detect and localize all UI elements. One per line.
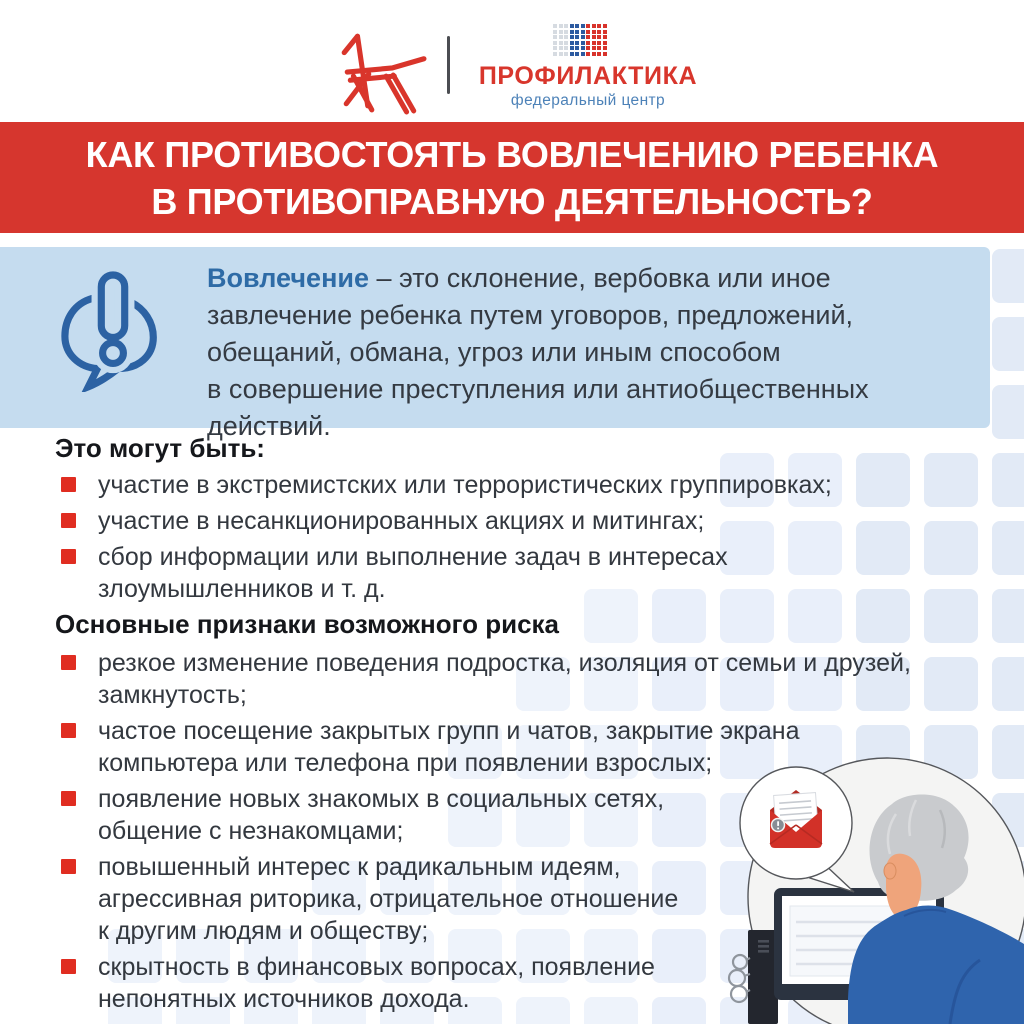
bullet-square-icon — [61, 723, 76, 738]
grid-logo-square — [586, 24, 590, 28]
person-at-computer-illustration — [700, 740, 1024, 1024]
grid-logo-square — [570, 41, 574, 45]
grid-logo-square — [564, 52, 568, 56]
grid-logo-square — [592, 52, 596, 56]
envelope-icon — [770, 790, 822, 848]
grid-logo-square — [592, 35, 596, 39]
grid-logo-square — [553, 24, 557, 28]
pattern-square — [992, 249, 1024, 303]
list-item-text: участие в экстремистских или террористических группировках; — [98, 471, 832, 499]
grid-logo-square — [603, 35, 607, 39]
exclamation-speech-bubble-icon — [48, 262, 178, 392]
pattern-square — [992, 589, 1024, 643]
bullet-square-icon — [61, 791, 76, 806]
grid-logo-square — [581, 35, 585, 39]
grid-logo-square — [559, 35, 563, 39]
grid-logo-square — [553, 35, 557, 39]
list-item — [55, 541, 970, 605]
banner-title-line-2: В ПРОТИВОПРАВНУЮ ДЕЯТЕЛЬНОСТЬ? — [151, 180, 873, 222]
chair-icon — [335, 24, 427, 116]
grid-logo-square — [575, 24, 579, 28]
grid-logo-square — [581, 30, 585, 34]
pattern-square — [992, 317, 1024, 371]
list-item-text: скрытность в финансовых вопросах, появление непонятных источников дохода. — [98, 953, 655, 1013]
cable-spiral-icon — [729, 955, 750, 1002]
title-banner — [0, 122, 1024, 233]
list-item — [55, 647, 970, 711]
list-item — [55, 469, 970, 501]
grid-logo-square — [553, 30, 557, 34]
pattern-square — [992, 453, 1024, 507]
grid-logo-square — [603, 30, 607, 34]
pattern-square — [992, 521, 1024, 575]
grid-logo-square — [564, 46, 568, 50]
definition-term: Вовлечение — [207, 263, 369, 293]
grid-logo-square — [581, 24, 585, 28]
grid-logo-square — [575, 46, 579, 50]
grid-logo-square — [592, 46, 596, 50]
grid-logo-square — [553, 41, 557, 45]
grid-logo-square — [575, 30, 579, 34]
list-item-text: повышенный интерес к радикальным идеям, агрессивная риторика, отрицательное отношение к другим людям и обществу; — [98, 853, 679, 945]
grid-logo-square — [581, 52, 585, 56]
grid-logo-square — [564, 30, 568, 34]
grid-logo-square — [597, 41, 601, 45]
grid-logo-square — [603, 52, 607, 56]
brand-title: ПРОФИЛАКТИКА — [478, 62, 698, 90]
bullet-square-icon — [61, 859, 76, 874]
grid-logo-square — [559, 24, 563, 28]
list-item-text: сбор информации или выполнение задач в интересах злоумышленников и т. д. — [98, 543, 728, 603]
pattern-square — [992, 385, 1024, 439]
list-item — [55, 505, 970, 537]
grid-logo-square — [570, 30, 574, 34]
grid-logo-square — [597, 24, 601, 28]
pixel-flag-grid-icon — [553, 24, 609, 58]
grid-logo-square — [603, 46, 607, 50]
grid-logo-square — [575, 35, 579, 39]
section-heading-possible-forms: Это могут быть: — [55, 433, 265, 463]
grid-logo-square — [559, 41, 563, 45]
pc-tower — [748, 930, 778, 1024]
grid-logo-square — [581, 46, 585, 50]
grid-logo-square — [586, 41, 590, 45]
list-item-text: частое посещение закрытых групп и чатов, закрытие экрана компьютера или телефона при появлении взрослых; — [98, 717, 800, 777]
ear — [884, 863, 896, 879]
grid-logo-square — [559, 46, 563, 50]
grid-logo-square — [564, 41, 568, 45]
pattern-square — [992, 657, 1024, 711]
grid-logo-square — [592, 30, 596, 34]
bullet-square-icon — [61, 513, 76, 528]
bullet-square-icon — [61, 959, 76, 974]
section-heading-risk-signs: Основные признаки возможного риска — [55, 609, 560, 639]
brand-subtitle: федеральный центр — [510, 92, 666, 109]
grid-logo-square — [592, 41, 596, 45]
grid-logo-square — [553, 46, 557, 50]
banner-title-line-1: КАК ПРОТИВОСТОЯТЬ ВОВЛЕЧЕНИЮ РЕБЕНКА — [85, 133, 939, 175]
grid-logo-square — [564, 24, 568, 28]
grid-logo-square — [564, 35, 568, 39]
grid-logo-square — [597, 30, 601, 34]
grid-logo-square — [597, 46, 601, 50]
bullet-square-icon — [61, 549, 76, 564]
grid-logo-square — [553, 52, 557, 56]
bullet-square-icon — [61, 655, 76, 670]
grid-logo-square — [570, 35, 574, 39]
grid-logo-square — [575, 41, 579, 45]
bullet-square-icon — [61, 477, 76, 492]
list-item-text: участие в несанкционированных акциях и митингах; — [98, 507, 705, 535]
list-item-text: резкое изменение поведения подростка, изоляция от семьи и друзей, замкнутость; — [98, 649, 911, 709]
list-item-text: появление новых знакомых в социальных сетях, общение с незнакомцами; — [98, 785, 665, 845]
grid-logo-square — [586, 30, 590, 34]
definition-body: – это склонение, вербовка или иное завлечение ребенка путем уговоров, предложений, обещаний, обмана, угроз или иным способом в совершение преступления или антиобщественных действий. — [207, 263, 869, 441]
grid-logo-square — [570, 52, 574, 56]
grid-logo-square — [586, 46, 590, 50]
grid-logo-square — [570, 46, 574, 50]
grid-logo-square — [559, 52, 563, 56]
grid-logo-square — [559, 30, 563, 34]
grid-logo-square — [592, 24, 596, 28]
grid-logo-square — [586, 35, 590, 39]
grid-logo-square — [597, 52, 601, 56]
grid-logo-square — [575, 52, 579, 56]
grid-logo-square — [581, 41, 585, 45]
grid-logo-square — [597, 35, 601, 39]
grid-logo-square — [570, 24, 574, 28]
grid-logo-square — [603, 24, 607, 28]
grid-logo-square — [586, 52, 590, 56]
grid-logo-square — [603, 41, 607, 45]
definition-text — [207, 260, 897, 445]
